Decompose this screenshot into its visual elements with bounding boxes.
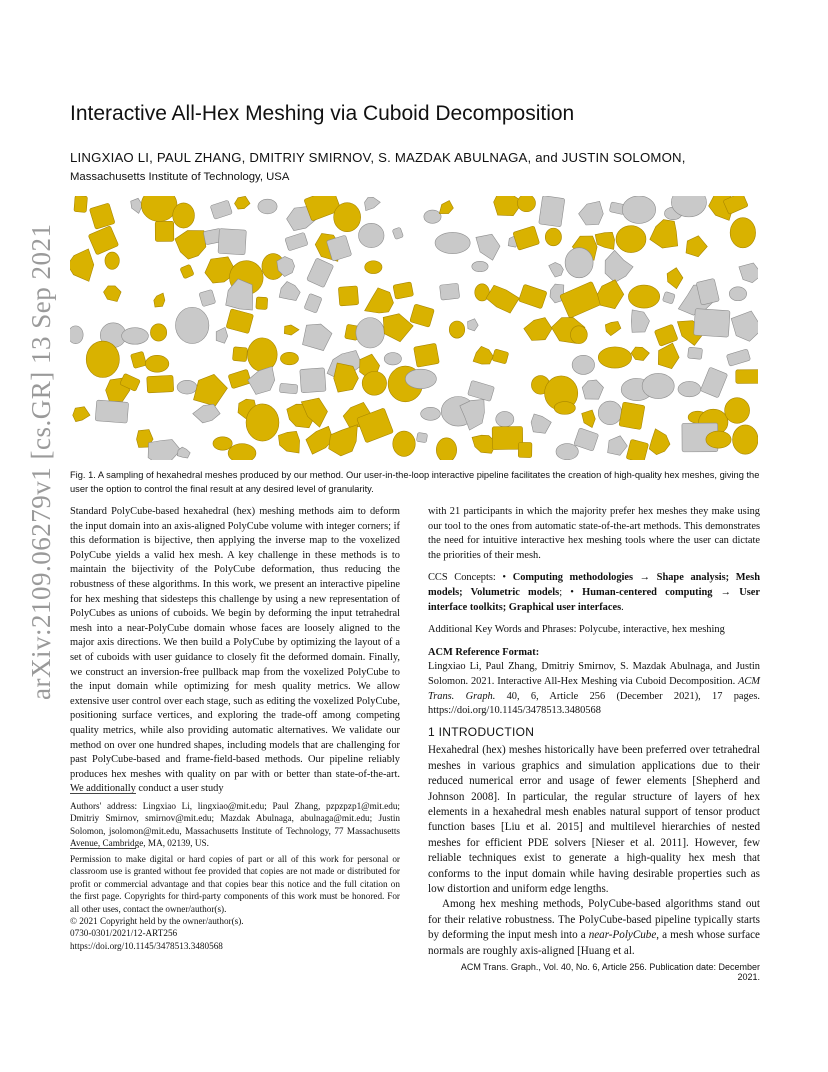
acm-ref-part1: Lingxiao Li, Paul Zhang, Dmitriy Smirnov, S. Mazdak Abulnaga, and Justin Solomon. 2021. Interactive All-Hex Meshing via Cuboid Decomposition.: [428, 661, 760, 687]
hex-mesh-shape: [649, 429, 670, 455]
hex-mesh-shape: [736, 370, 758, 384]
ccs-concept-2: Human-centered computing → User interface toolkits; Graphical user interfaces: [428, 586, 761, 613]
hex-mesh-shape: [598, 347, 631, 368]
acm-reference: [428, 660, 760, 718]
hex-mesh-shape: [667, 268, 683, 289]
input-model-shape: [356, 318, 385, 348]
hex-mesh-shape: [74, 196, 88, 212]
input-model-shape: [608, 436, 628, 456]
input-model-shape: [688, 347, 703, 359]
input-model-shape: [95, 400, 128, 423]
footnote-rule: [70, 793, 136, 794]
hex-mesh-shape: [73, 407, 90, 422]
hex-mesh-shape: [247, 338, 277, 372]
input-model-shape: [579, 201, 604, 225]
input-model-shape: [285, 232, 308, 251]
hex-mesh-shape: [414, 343, 440, 367]
hex-mesh-shape: [513, 226, 540, 251]
input-model-shape: [539, 196, 565, 227]
hex-mesh-shape: [147, 375, 174, 393]
hex-mesh-shape: [518, 442, 532, 457]
hex-mesh-shape: [650, 220, 678, 248]
hex-mesh-shape: [616, 226, 646, 253]
input-model-shape: [729, 287, 746, 301]
input-model-shape: [303, 324, 333, 351]
acm-ref-part2: 40, 6, Article 256 (December 2021), 17 pages. https://doi.org/10.1145/3478513.3480568: [428, 690, 760, 717]
hex-mesh-shape: [410, 304, 435, 327]
input-model-shape: [662, 291, 675, 304]
input-model-shape: [605, 250, 633, 282]
ccs-prefix: CCS Concepts: •: [428, 572, 513, 584]
acm-ref-heading: [428, 646, 760, 661]
input-model-shape: [472, 261, 488, 271]
input-model-shape: [726, 349, 750, 367]
input-model-shape: [468, 319, 479, 331]
input-model-shape: [496, 411, 514, 426]
input-model-shape: [731, 311, 758, 341]
hex-mesh-shape: [86, 341, 119, 377]
hex-mesh-shape: [439, 201, 453, 214]
hex-mesh-shape: [365, 261, 382, 274]
hex-mesh-shape: [486, 285, 519, 313]
hex-mesh-shape: [733, 425, 758, 454]
hex-mesh-shape: [70, 249, 94, 282]
hex-mesh-shape: [173, 203, 195, 228]
hex-mesh-shape: [393, 282, 414, 299]
input-model-shape: [678, 381, 701, 396]
doi-line: https://doi.org/10.1145/3478513.3480568: [70, 940, 223, 951]
hex-mesh-shape: [278, 431, 299, 453]
input-model-shape: [556, 444, 578, 460]
input-model-shape: [574, 428, 599, 451]
hex-mesh-shape: [180, 264, 194, 279]
input-model-shape: [210, 200, 232, 219]
input-model-shape: [622, 196, 655, 223]
input-model-shape: [694, 309, 730, 338]
input-model-shape: [148, 440, 181, 460]
hex-mesh-shape: [329, 425, 358, 456]
intro-p2-emphasis: near-PolyCube: [588, 929, 657, 942]
hex-mesh-shape: [517, 196, 535, 212]
hex-mesh-shape: [232, 347, 247, 362]
input-model-shape: [631, 310, 649, 332]
hex-mesh-shape: [524, 318, 552, 341]
right-column: [428, 505, 760, 959]
hex-mesh-shape: [597, 280, 623, 309]
intro-p2-part2: , a mesh whose surface normals are roughly axis-aligned [Huang et al.: [428, 929, 760, 957]
abstract: [70, 505, 400, 797]
hex-mesh-shape: [473, 346, 493, 364]
input-model-shape: [582, 380, 603, 399]
input-model-shape: [416, 432, 427, 442]
input-model-shape: [131, 198, 143, 213]
ccs-separator: ; •: [559, 586, 583, 598]
input-model-shape: [199, 289, 216, 306]
input-model-shape: [700, 367, 728, 398]
hex-mesh-shape: [730, 218, 755, 248]
input-model-shape: [476, 234, 500, 260]
input-model-shape: [177, 380, 197, 394]
hex-mesh-shape: [365, 288, 394, 313]
input-model-shape: [392, 227, 403, 239]
input-model-shape: [279, 282, 300, 301]
hex-mesh-shape: [235, 196, 251, 209]
input-model-shape: [216, 327, 228, 343]
ccs-concepts: [428, 571, 760, 615]
intro-paragraph-2: [428, 897, 760, 959]
hex-mesh-shape: [393, 431, 416, 456]
permission-rule: [70, 848, 136, 849]
hex-mesh-shape: [246, 404, 279, 441]
hex-mesh-shape: [725, 398, 750, 424]
input-model-shape: [218, 229, 246, 255]
hex-mesh-shape: [338, 286, 358, 306]
input-model-shape: [300, 368, 326, 393]
input-model-shape: [307, 258, 334, 288]
input-model-shape: [258, 199, 277, 214]
permission-block: [70, 853, 400, 952]
hex-mesh-shapes: [70, 196, 758, 460]
hex-mesh-shape: [154, 293, 165, 307]
ccs-end: .: [621, 601, 624, 613]
issn-line: 0730-0301/2021/12-ART256: [70, 928, 178, 939]
hex-mesh-shape: [492, 349, 509, 364]
copyright-line: © 2021 Copyright held by the owner/author(s).: [70, 916, 244, 927]
hex-mesh-shape: [686, 236, 707, 257]
hex-mesh-shape: [554, 402, 575, 415]
input-model-shape: [193, 404, 220, 423]
hex-mesh-shape: [228, 369, 251, 389]
input-model-shape: [70, 326, 83, 344]
hex-mesh-shape: [130, 351, 146, 368]
authors-address-footnote: Authors' address: Lingxiao Li, lingxiao@mit.edu; Paul Zhang, pzpzpzp1@mit.edu; Dmitriy Smirnov, smirnov@mit.edu; Mazdak Abulnaga, abulnaga@mit.edu; Justin Solomon, jsolomon@mit.edu, Massachusetts Institute of Technology, 77 Massachusetts Avenue, Cambridge, MA, 02139, US.: [70, 801, 400, 849]
hex-mesh-shape: [545, 228, 561, 246]
input-model-shape: [435, 232, 470, 253]
hex-mesh-shape: [619, 402, 645, 430]
hex-mesh-shape: [560, 281, 602, 318]
input-model-shape: [549, 263, 564, 278]
figure-caption: Fig. 1. A sampling of hexahedral meshes produced by our method. Our user-in-the-loop interactive pipeline facilitates the creation of high-quality hex meshes, giving the user the option to control the final result at any desired level of granularity.: [70, 470, 760, 494]
input-model-shape: [739, 263, 758, 283]
hex-mesh-shape: [213, 437, 232, 450]
input-model-shape: [572, 355, 594, 374]
acm-ref-journal: ACM Trans. Graph.: [428, 675, 760, 702]
section-heading-introduction: 1 INTRODUCTION: [428, 724, 535, 739]
hex-mesh-shape: [436, 438, 456, 460]
hex-mesh-shape: [88, 226, 119, 255]
permission-text: Permission to make digital or hard copies of part or all of this work for personal or classroom use is granted without fee provided that copies are not made or distributed for profit or commercial advantage and that copies bear this notice and the full citation on the first page. Copyrights for third-party components of this work must be honored. For all other uses, contact the owner/author(s).: [70, 854, 400, 914]
hex-mesh-shape: [654, 324, 678, 346]
teaser-figure: [70, 196, 758, 460]
hex-mesh-shape: [626, 439, 649, 460]
input-model-shape: [122, 328, 149, 345]
hex-mesh-shape: [89, 203, 115, 229]
hex-mesh-shape: [595, 232, 614, 249]
hex-mesh-shape: [104, 286, 122, 302]
input-model-shape: [405, 369, 436, 389]
hex-mesh-shape: [518, 284, 547, 309]
input-model-shape: [226, 279, 253, 310]
hex-mesh-shape: [226, 309, 254, 334]
hex-mesh-shape: [658, 343, 679, 369]
hex-mesh-shape: [284, 325, 299, 335]
hex-mesh-shape: [706, 431, 731, 448]
keywords: Additional Key Words and Phrases: Polycube, interactive, hex meshing: [428, 624, 725, 636]
input-model-shape: [565, 248, 593, 278]
hex-mesh-shape: [306, 426, 333, 454]
hex-mesh-shape: [145, 355, 169, 372]
input-model-shape: [304, 293, 322, 313]
hex-mesh-shape: [631, 347, 649, 361]
input-model-shape: [468, 380, 495, 401]
hex-mesh-shape: [105, 252, 119, 269]
hex-mesh-shape: [334, 203, 361, 232]
hex-mesh-shape: [141, 196, 177, 221]
hex-mesh-shape: [280, 352, 298, 364]
arxiv-stamp: arXiv:2109.06279v1 [cs.GR] 13 Sep 2021: [26, 223, 56, 700]
input-model-shape: [421, 407, 441, 420]
affiliation: Massachusetts Institute of Technology, USA: [70, 171, 290, 183]
abstract-continuation: with 21 participants in which the majority prefer hex meshes they make using our tool to the ones from automatic state-of-the-art methods. This demonstrates the need for intuitive interactive hex meshing tools where the user can dictate the priorities of their mesh.: [428, 506, 760, 561]
hex-mesh-shape: [605, 322, 621, 336]
input-model-shape: [359, 223, 384, 247]
input-model-shape: [176, 307, 209, 343]
author-list: LINGXIAO LI, PAUL ZHANG, DMITRIY SMIRNOV, S. MAZDAK ABULNAGA, and JUSTIN SOLOMON,: [70, 150, 686, 165]
acm-ref-heading-text: ACM Reference Format:: [428, 646, 540, 658]
running-footer: ACM Trans. Graph., Vol. 40, No. 6, Article 256. Publication date: December 2021.: [460, 962, 760, 982]
hex-mesh-shape: [449, 321, 464, 338]
hex-mesh-shape: [570, 326, 587, 344]
input-model-shape: [531, 414, 551, 433]
hex-mesh-shape: [628, 285, 659, 308]
intro-p2-part1: Among hex meshing methods, PolyCube-based algorithms stand out for their relative robustness. The PolyCube-based pipeline typically starts by deforming the input mesh into a: [428, 898, 760, 942]
input-model-shape: [365, 197, 381, 210]
input-model-shape: [279, 383, 297, 394]
hex-mesh-shape: [155, 221, 174, 241]
hex-mesh-shape: [175, 231, 206, 260]
input-model-shape: [424, 210, 441, 223]
ccs-concept-1: Computing methodologies → Shape analysis; Mesh models; Volumetric models: [428, 572, 760, 598]
input-model-shape: [384, 353, 401, 365]
input-model-shape: [248, 367, 275, 395]
hex-mesh-shape: [362, 371, 386, 395]
input-model-shape: [642, 373, 674, 398]
input-model-shape: [440, 283, 460, 300]
hex-mesh-shape: [150, 324, 166, 341]
intro-paragraph-1: Hexahedral (hex) meshes historically have been preferred over tetrahedral meshes in various graphics and simulation applications due to their reduced numerical error and usage of fewer elements [Shepherd and Johnson 2008]. In particular, the regular structure of layers of hex elements in a hexahedral mesh enables natural support of tensor product function bases [Liu et al. 2015] and multilevel hierarchies of nested meshes for efficient PDE solvers [Nieser et al. 2011]. However, few reliable techniques exist to generate a high-quality hex mesh that conforms to the input domain while having desirable properties such as low distortion and uniform edge lengths.: [428, 744, 760, 895]
hex-mesh-shape: [256, 297, 268, 310]
hex-mesh-shape: [383, 314, 413, 342]
abstract-text: Standard PolyCube-based hexahedral (hex) meshing methods aim to deform the input domain into an axis-aligned PolyCube volume with integer corners; if this deformation is bijective, then applying the inverse map to the voxelized PolyCube yields a valid hex mesh. A key challenge in these methods is to maintain the bijectivity of the PolyCube deformation, thus reducing the robustness of these algorithms. In this work, we present an interactive pipeline for hex meshing that sidesteps this challenge by using a new representation of PolyCubes as unions of cuboids. We begin by deforming the input tetrahedral mesh into a near-PolyCube domain whose faces are loosely aligned to the major axis directions. We then build a PolyCube by optimizing the layout of a set of cuboids with user guidance to closely fit the deformed domain. Finally, we construct an inversion-free pullback map from the voxelized PolyCube to the input domain while optimizing for mesh quality metrics. We allow extensive user control over each stage, such as editing the voxelized PolyCube, positioning surface vertices, and exploring the trade-off among competing quality metrics, while also providing automatic alternatives. We validate our method on over one hundred shapes, including models that are challenging for past PolyCube-based and frame-field-based methods. Our pipeline reliably produces hex meshes with quality on par with or better than state-of-the-art. We additionally conduct a user study: [70, 506, 400, 795]
hex-mesh-shape: [194, 374, 228, 406]
hex-mesh-shape: [582, 410, 596, 428]
hex-mesh-shape: [228, 444, 256, 460]
input-model-shape: [598, 401, 622, 425]
paper-title: Interactive All-Hex Meshing via Cuboid Decomposition: [70, 102, 575, 125]
